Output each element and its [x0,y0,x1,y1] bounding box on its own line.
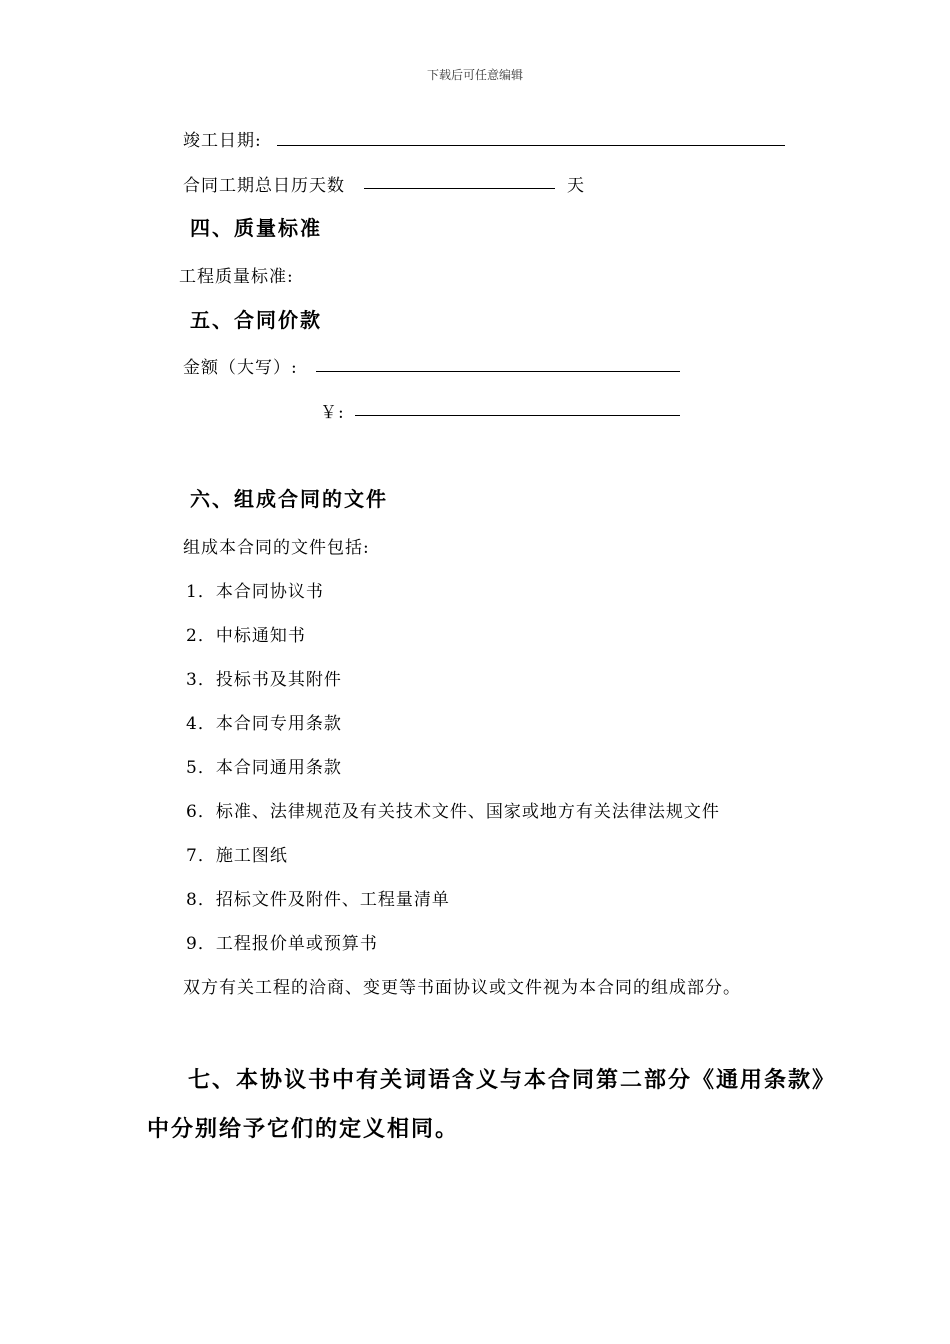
section-7-line-2: 中分别给予它们的定义相同。 [147,1116,460,1142]
list-item: 3．投标书及其附件 [186,670,342,690]
list-item: 8．招标文件及附件、工程量清单 [186,890,450,910]
section-7-line-1: 七、本协议书中有关词语含义与本合同第二部分《通用条款》 [188,1067,837,1093]
documents-intro: 组成本合同的文件包括: [183,538,370,558]
list-item: 2．中标通知书 [186,626,306,646]
list-item: 1．本合同协议书 [186,582,324,602]
amount-words-label: 金额（大写）: [183,358,298,378]
list-item: 5．本合同通用条款 [186,758,342,778]
amount-yen-blank [355,415,680,416]
documents-closing: 双方有关工程的洽商、变更等书面协议或文件视为本合同的组成部分。 [183,978,741,998]
total-days-label: 合同工期总日历天数 [183,176,345,196]
completion-date-label: 竣工日期: [183,131,262,151]
page-header: 下载后可任意编辑 [426,68,523,82]
total-days-unit: 天 [567,176,585,196]
list-item: 4．本合同专用条款 [186,714,342,734]
quality-standard-label: 工程质量标准: [179,267,294,287]
list-item: 7．施工图纸 [186,846,288,866]
completion-date-blank [277,145,785,146]
amount-yen-label: ￥: [320,403,345,423]
section-6-title: 六、组成合同的文件 [190,487,388,511]
section-4-title: 四、质量标准 [190,216,322,240]
list-item: 6．标准、法律规范及有关技术文件、国家或地方有关法律法规文件 [186,802,720,822]
list-item: 9．工程报价单或预算书 [186,934,378,954]
amount-words-blank [316,371,680,372]
section-5-title: 五、合同价款 [190,308,322,332]
total-days-blank [364,188,555,189]
